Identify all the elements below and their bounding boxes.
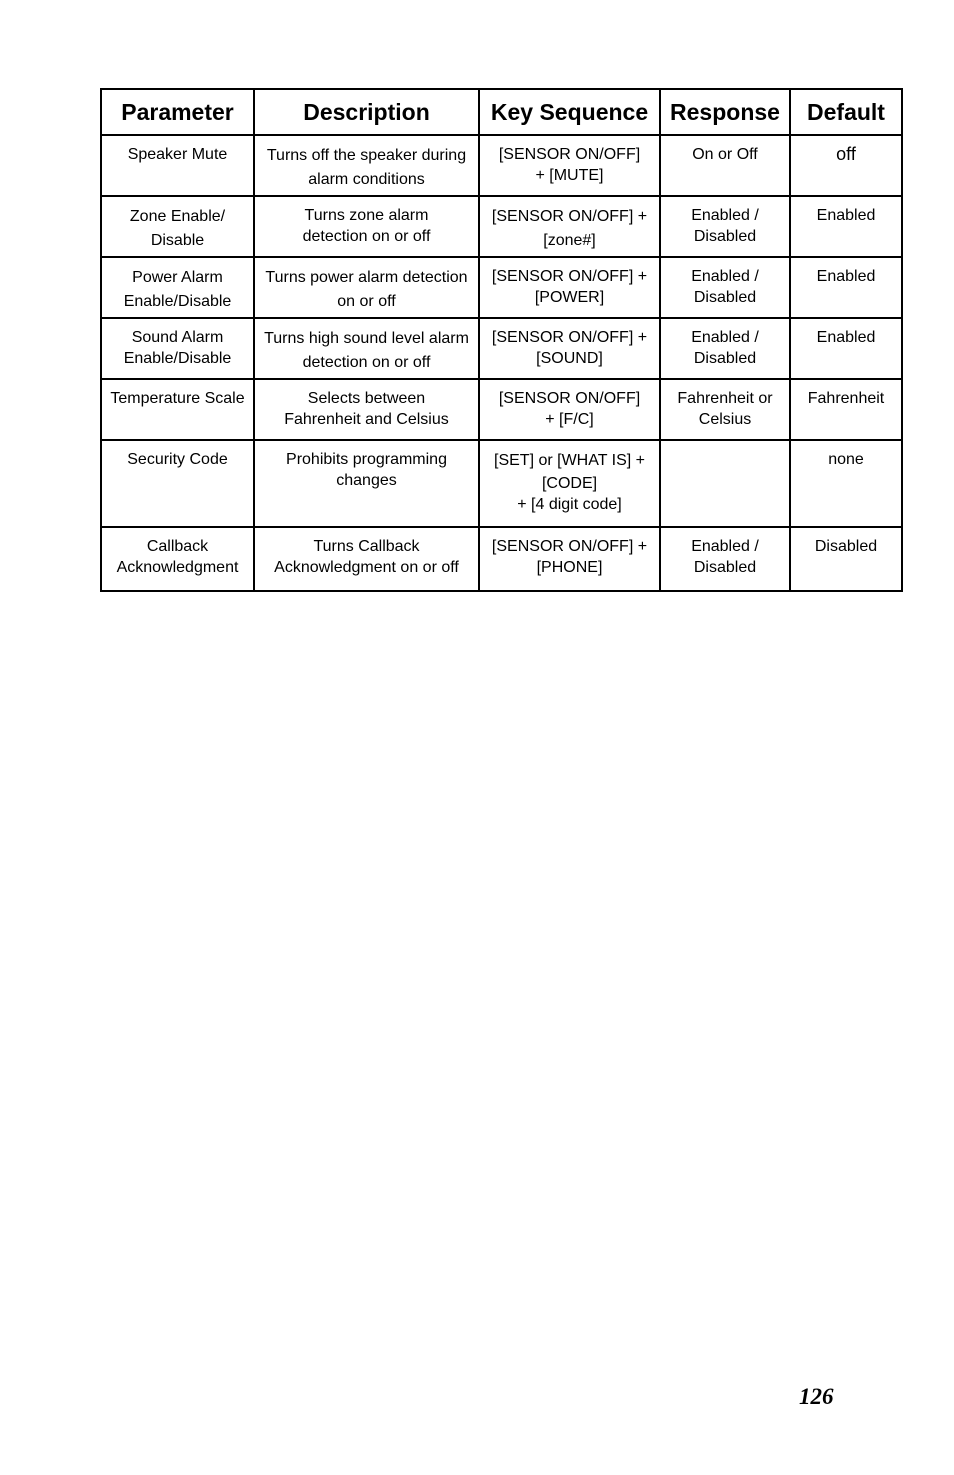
description-line: alarm conditions <box>308 171 425 188</box>
response-line: Disabled <box>693 559 757 576</box>
header-response: Response <box>660 89 790 135</box>
key-sequence-cell <box>479 527 660 591</box>
description-cell <box>254 318 479 379</box>
header-default: Default <box>790 89 902 135</box>
description-line: Prohibits programming <box>286 451 447 468</box>
key-sequence-line: + [F/C] <box>545 411 594 428</box>
key-sequence-cell <box>479 318 660 379</box>
response-line: Disabled <box>693 350 757 367</box>
default-cell <box>790 196 902 257</box>
table-header-row <box>101 89 902 135</box>
description-line: Turns off the speaker during <box>266 147 467 164</box>
description-cell <box>254 257 479 318</box>
key-sequence-line: [CODE] <box>541 475 598 492</box>
key-sequence-line: [SENSOR ON/OFF] + <box>491 208 648 225</box>
response-cell <box>660 196 790 257</box>
key-sequence-line: [SENSOR ON/OFF] + <box>491 268 648 285</box>
key-sequence-line: [PHONE] <box>536 559 603 576</box>
table-row-security-code <box>101 440 902 527</box>
parameter-cell <box>101 527 254 591</box>
table-row-sound-alarm <box>101 318 902 379</box>
response-cell <box>660 135 790 196</box>
response-text: On or Off <box>692 146 758 163</box>
table-row-power-alarm <box>101 257 902 318</box>
parameter-cell <box>101 440 254 527</box>
response-cell <box>660 257 790 318</box>
default-text: Fahrenheit <box>807 390 885 407</box>
description-line: Turns power alarm detection <box>265 269 468 286</box>
description-line: detection on or off <box>302 354 431 371</box>
description-line: changes <box>336 472 397 489</box>
parameter-line: Disable <box>150 232 205 249</box>
response-line: Enabled / <box>691 207 759 224</box>
default-text: Disabled <box>814 538 878 555</box>
table-row-speaker-mute <box>101 135 902 196</box>
response-line: Fahrenheit or <box>677 390 773 407</box>
description-line: detection on or off <box>302 228 431 245</box>
response-line: Enabled / <box>691 538 759 555</box>
default-cell <box>790 379 902 440</box>
parameter-text: Speaker Mute <box>127 146 228 163</box>
parameter-line: Callback <box>146 538 209 555</box>
parameter-table <box>100 88 903 592</box>
table-row-zone-enable <box>101 196 902 257</box>
description-cell <box>254 196 479 257</box>
response-line: Disabled <box>693 228 757 245</box>
response-cell <box>660 440 790 527</box>
key-sequence-cell <box>479 135 660 196</box>
response-line: Celsius <box>698 411 752 428</box>
description-cell <box>254 379 479 440</box>
description-cell <box>254 440 479 527</box>
key-sequence-cell <box>479 196 660 257</box>
header-description: Description <box>254 89 479 135</box>
key-sequence-line: + [MUTE] <box>535 167 604 184</box>
description-line: Turns high sound level alarm <box>264 330 469 347</box>
header-key-sequence: Key Sequence <box>479 89 660 135</box>
default-text: Enabled <box>816 207 876 224</box>
key-sequence-cell <box>479 440 660 527</box>
default-text: none <box>828 451 864 468</box>
key-sequence-line: [SENSOR ON/OFF] <box>498 390 641 407</box>
parameter-cell <box>101 379 254 440</box>
key-sequence-line: [SENSOR ON/OFF] + <box>491 538 648 555</box>
header-parameter: Parameter <box>101 89 254 135</box>
description-cell <box>254 527 479 591</box>
parameter-cell <box>101 196 254 257</box>
response-line: Enabled / <box>691 268 759 285</box>
parameter-cell <box>101 318 254 379</box>
default-text: off <box>836 144 856 164</box>
key-sequence-line: [SENSOR ON/OFF] + <box>491 329 648 346</box>
response-cell <box>660 379 790 440</box>
description-line: Fahrenheit and Celsius <box>284 411 449 428</box>
default-text: Enabled <box>816 329 876 346</box>
parameter-cell <box>101 135 254 196</box>
key-sequence-line: [SET] or [WHAT IS] + <box>494 452 645 469</box>
parameter-line: Power Alarm <box>132 269 223 286</box>
key-sequence-line: [POWER] <box>534 289 605 306</box>
response-line: Disabled <box>693 289 757 306</box>
parameter-text: Security Code <box>127 451 228 468</box>
parameter-line: Enable/Disable <box>123 350 232 367</box>
default-cell <box>790 135 902 196</box>
description-line: on or off <box>337 293 396 310</box>
parameter-line: Acknowledgment <box>116 559 239 576</box>
description-cell <box>254 135 479 196</box>
response-cell <box>660 318 790 379</box>
description-line: Selects between <box>307 390 426 407</box>
default-cell <box>790 257 902 318</box>
page-number: 126 <box>799 1384 834 1409</box>
table-row-callback-acknowledgment <box>101 527 902 591</box>
key-sequence-line: [SOUND] <box>536 350 603 367</box>
key-sequence-line: [zone#] <box>543 232 596 249</box>
response-line: Enabled / <box>691 329 759 346</box>
parameter-line: Sound Alarm <box>131 329 224 346</box>
default-text: Enabled <box>816 268 876 285</box>
default-cell <box>790 318 902 379</box>
default-cell <box>790 527 902 591</box>
parameter-text: Temperature Scale <box>110 390 245 407</box>
key-sequence-line: + [4 digit code] <box>517 496 622 513</box>
key-sequence-line: [SENSOR ON/OFF] <box>498 146 641 163</box>
parameter-cell <box>101 257 254 318</box>
response-cell <box>660 527 790 591</box>
key-sequence-cell <box>479 379 660 440</box>
table-row-temperature-scale <box>101 379 902 440</box>
description-line: Turns Callback <box>313 538 420 555</box>
key-sequence-cell <box>479 257 660 318</box>
description-line: Turns zone alarm <box>304 207 429 224</box>
description-line: Acknowledgment on or off <box>274 559 459 576</box>
default-cell <box>790 440 902 527</box>
parameter-line: Zone Enable/ <box>129 208 226 225</box>
parameter-line: Enable/Disable <box>123 293 232 310</box>
